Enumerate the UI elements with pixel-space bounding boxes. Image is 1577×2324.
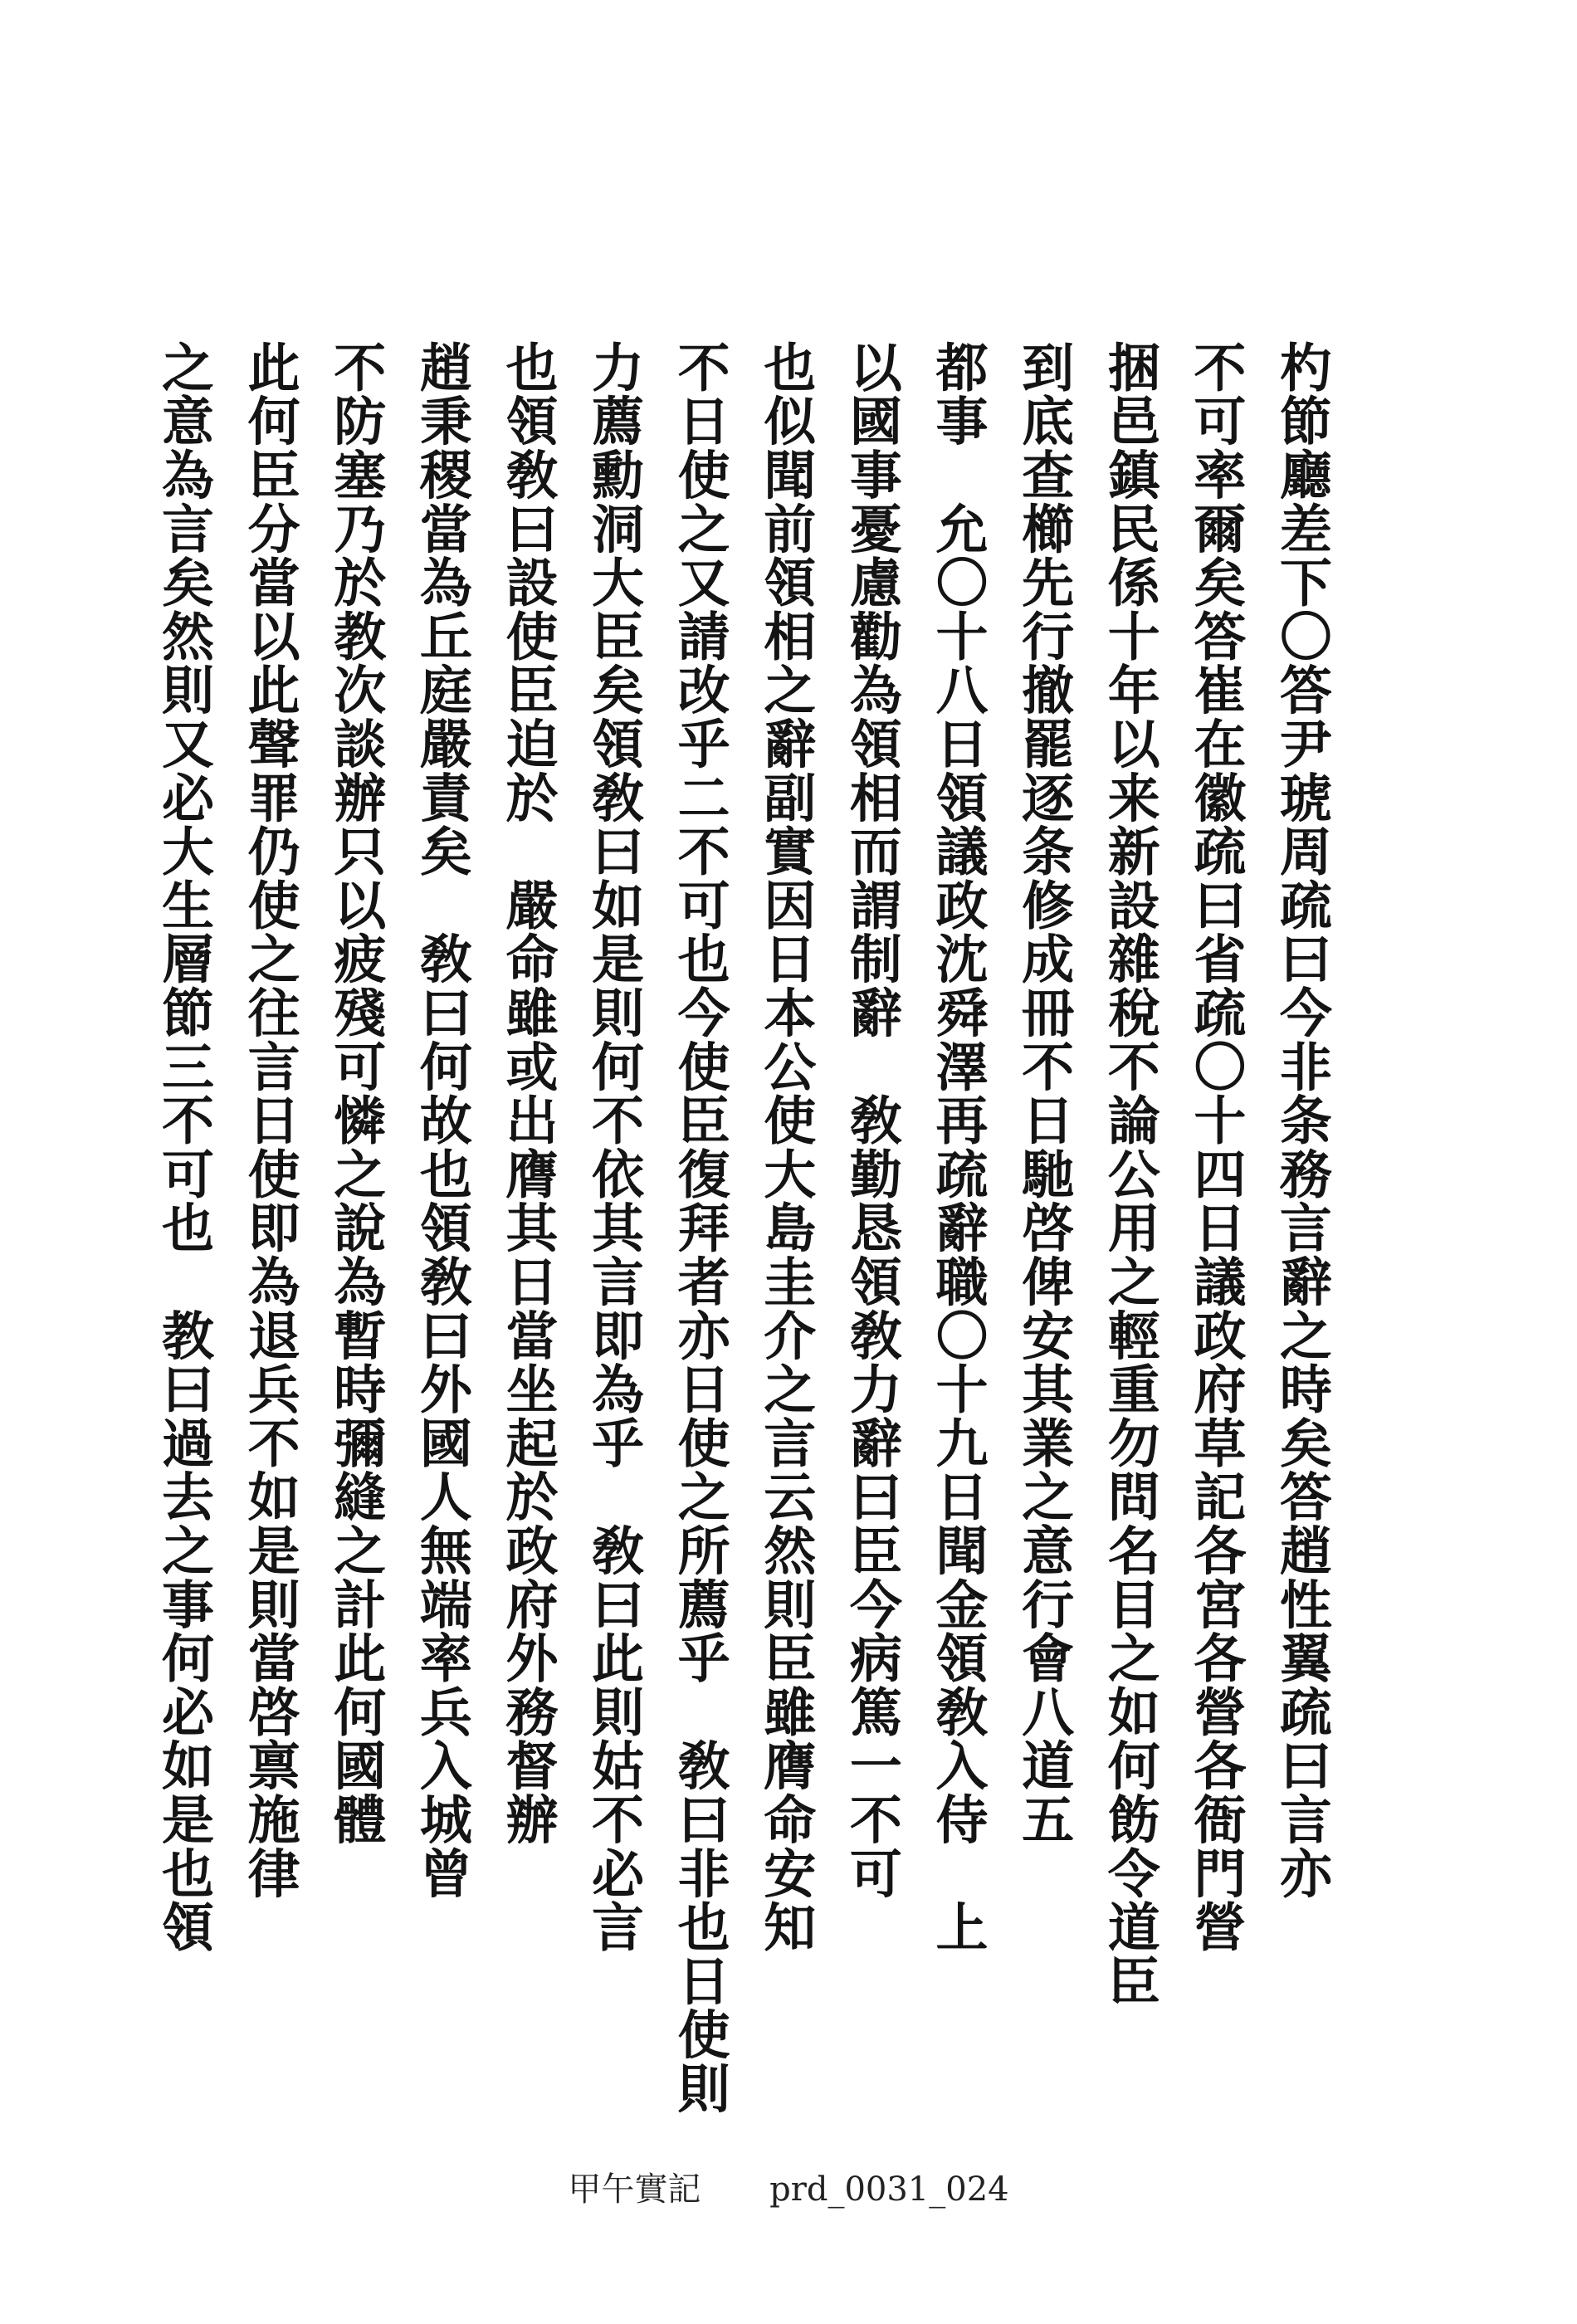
text-column-11: 趙秉稷當為丘庭嚴責矣 敎曰何故也領敎曰外國人無端率兵入城曾 bbox=[411, 340, 473, 1901]
book-title: 甲午實記 bbox=[568, 2170, 701, 2209]
page-identifier: prd_0031_024 bbox=[769, 2170, 1009, 2209]
text-column-1: 杓節廳差下〇答尹琥周疏曰今非条務言辭之時矣答趙性翼疏曰言亦 bbox=[1271, 340, 1333, 1901]
text-column-10: 也領敎曰設使臣迫於 嚴命雖或出膺其日當坐起於政府外務督辦 bbox=[497, 340, 559, 1847]
vertical-text-block bbox=[154, 340, 1333, 2116]
text-column-5: 都事 允〇十八日領議政沈舜澤再疏辭職〇十九日聞金領敎入侍 上 bbox=[927, 340, 989, 1954]
text-column-2: 不可率爾矣答崔在徽疏曰省疏〇十四日議政府草記各宮各營各衙門營 bbox=[1185, 340, 1247, 1954]
text-column-13: 此何臣分當以此聲罪仍使之往言日使即為退兵不如是則當啓禀施律 bbox=[239, 340, 301, 1901]
text-column-6: 以國事憂慮勸為領相而謂制辭 敎勤恳領敎力辭曰臣今病篤一不可 bbox=[841, 340, 903, 1901]
text-column-8: 不日使之又請改乎二不可也今使臣復拜者亦日使之所薦乎 敎曰非也日使則 bbox=[669, 340, 731, 2116]
text-column-14: 之意為言矣然則又必大生層節三不可也 教曰過去之事何必如是也領 bbox=[154, 340, 215, 1954]
text-column-9: 力薦勳洞大臣矣領敎曰如是則何不依其言即為乎 敎曰此則姑不必言 bbox=[583, 340, 646, 1954]
page-footer bbox=[0, 2163, 1577, 2210]
text-column-12: 不防塞乃於教次談辦只以疲殘可憐之說為暫時彌縫之計此何國體 bbox=[325, 340, 388, 1847]
text-column-4: 到底查櫛先行撤罷逐条修成冊不日馳啓俾安其業之意行會八道五 bbox=[1013, 340, 1076, 1847]
text-column-3: 捆邑鎮民係十年以来新設雜稅不論公用之輕重勿問名目之如何飭令道臣 bbox=[1099, 340, 1161, 2008]
text-column-7: 也似聞前領相之辭副實因日本公使大島圭介之言云然則臣雖膺命安知 bbox=[755, 340, 818, 1954]
